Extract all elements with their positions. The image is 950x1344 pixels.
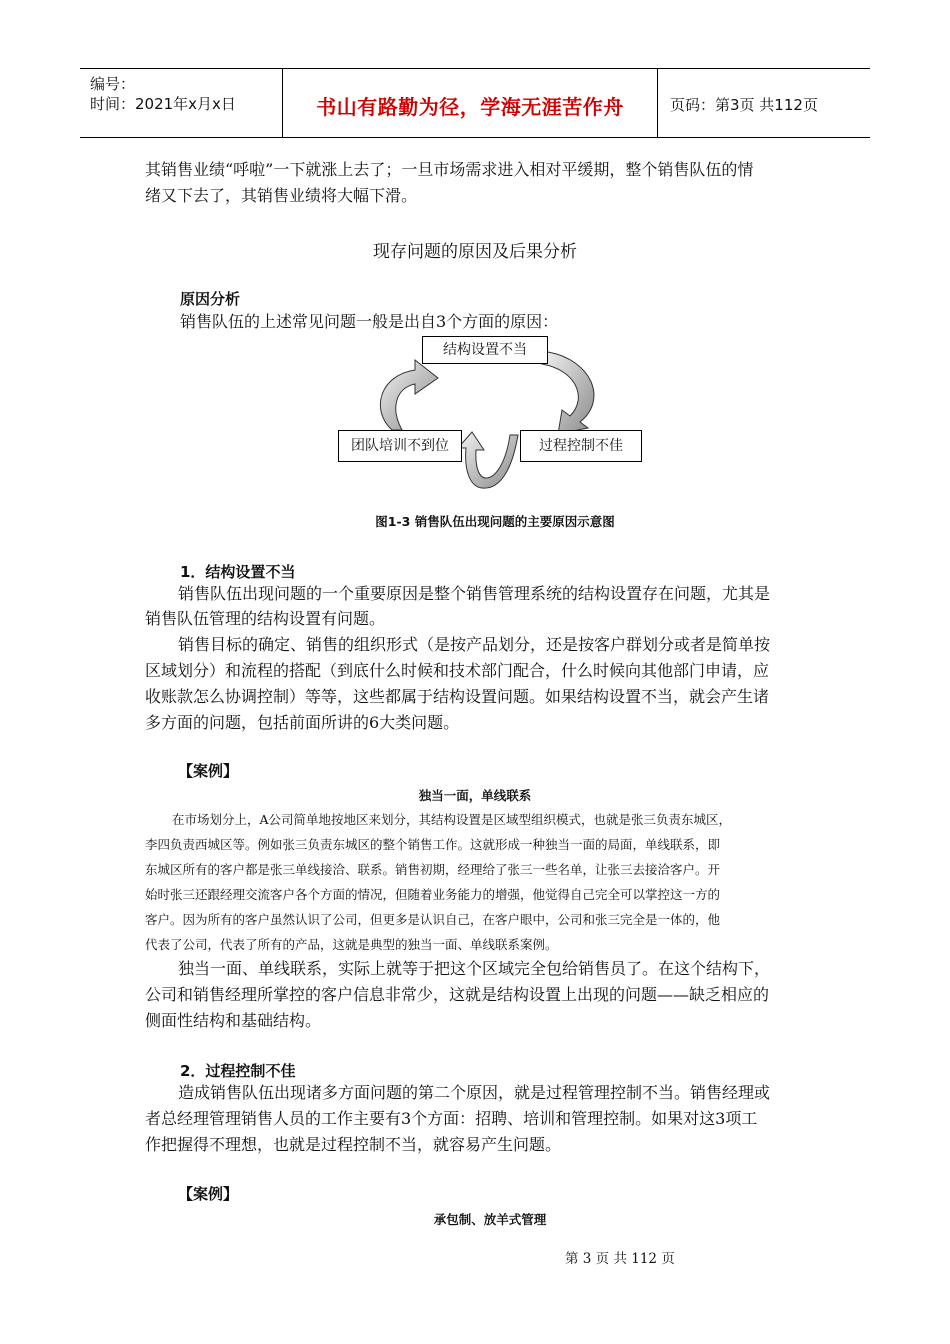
- case-label-1: 【案例】: [178, 762, 239, 780]
- section1-heading: 1．结构设置不当: [180, 563, 296, 581]
- s2-p1-line1: 造成销售队伍出现诸多方面问题的第二个原因，就是过程管理控制不当。销售经理或: [178, 1083, 771, 1102]
- case-label-2: 【案例】: [178, 1185, 239, 1203]
- date-label: 时间：2021年x月x日: [90, 95, 236, 113]
- case1-line1: 在市场划分上，A公司简单地按地区来划分，其结构设置是区域型组织模式，也就是张三负责东城区，: [172, 812, 732, 827]
- section2-heading: 2．过程控制不佳: [180, 1062, 296, 1080]
- s1-p2-line3: 收账款怎么协调控制）等等，这些都属于结构设置问题。如果结构设置不当，就会产生诸: [145, 687, 770, 706]
- s1-p1-line2: 销售队伍管理的结构设置有问题。: [145, 609, 386, 628]
- diagram-box-process: 过程控制不佳: [520, 430, 642, 462]
- diagram-box-training: 团队培训不到位: [338, 430, 462, 462]
- header-motto: 书山有路勤为径，学海无涯苦作舟: [316, 95, 624, 119]
- intro-line-2: 绪又下去了，其销售业绩将大幅下滑。: [145, 186, 418, 205]
- cause-diagram: [330, 330, 650, 500]
- diagram-box-structure: 结构设置不当: [422, 336, 548, 364]
- s1-p3-line1: 独当一面、单线联系，实际上就等于把这个区域完全包给销售员了。在这个结构下，: [178, 959, 771, 978]
- document-number-label: 编号：: [90, 75, 136, 93]
- case1-line6: 代表了公司，代表了所有的产品，这就是典型的独当一面、单线联系案例。: [145, 937, 558, 952]
- page-code: 页码：第3页 共112页: [670, 96, 818, 114]
- s1-p3-line2: 公司和销售经理所掌控的客户信息非常少，这就是结构设置上出现的问题——缺乏相应的: [145, 985, 770, 1004]
- cause-intro: 销售队伍的上述常见问题一般是出自3个方面的原因：: [180, 312, 559, 331]
- case-title-2: 承包制、放羊式管理: [433, 1212, 547, 1227]
- section-title: 现存问题的原因及后果分析: [373, 242, 577, 262]
- header-meta-cell: [80, 69, 283, 137]
- s2-p1-line3: 作把握得不理想，也就是过程控制不当，就容易产生问题。: [145, 1135, 562, 1154]
- page-footer: 第 3 页 共 112 页: [565, 1251, 675, 1267]
- s1-p2-line2: 区域划分）和流程的搭配（到底什么时候和技术部门配合，什么时候向其他部门申请，应: [145, 661, 770, 680]
- s1-p1-line1: 销售队伍出现问题的一个重要原因是整个销售管理系统的结构设置存在问题，尤其是: [178, 584, 771, 603]
- case-title-1: 独当一面，单线联系: [418, 788, 532, 803]
- figure-caption: 图1-3 销售队伍出现问题的主要原因示意图: [375, 514, 615, 529]
- s1-p2-line1: 销售目标的确定、销售的组织形式（是按产品划分，还是按客户群划分或者是简单按: [178, 635, 771, 654]
- page-header: [80, 68, 870, 138]
- intro-line-1: 其销售业绩“呼啦”一下就涨上去了；一旦市场需求进入相对平缓期，整个销售队伍的情: [145, 160, 754, 179]
- cause-heading: 原因分析: [180, 290, 241, 308]
- case1-line2: 李四负责西城区等。例如张三负责东城区的整个销售工作。这就形成一种独当一面的局面，单线联系，即: [145, 837, 721, 852]
- case1-line3: 东城区所有的客户都是张三单线接洽、联系。销售初期，经理给了张三一些名单，让张三去接洽客户。开: [145, 862, 721, 877]
- case1-line4: 始时张三还跟经理交流客户各个方面的情况，但随着业务能力的增强，他觉得自己完全可以掌控这一方的: [145, 887, 721, 902]
- case1-line5: 客户。因为所有的客户虽然认识了公司，但更多是认识自己，在客户眼中，公司和张三完全是一体的，他: [145, 912, 721, 927]
- s2-p1-line2: 者总经理管理销售人员的工作主要有3个方面：招聘、培训和管理控制。如果对这3项工: [145, 1109, 758, 1128]
- s1-p3-line3: 侧面性结构和基础结构。: [145, 1011, 322, 1030]
- header-page-cell: [657, 69, 871, 137]
- s1-p2-line4: 多方面的问题，包括前面所讲的6大类问题。: [145, 713, 460, 732]
